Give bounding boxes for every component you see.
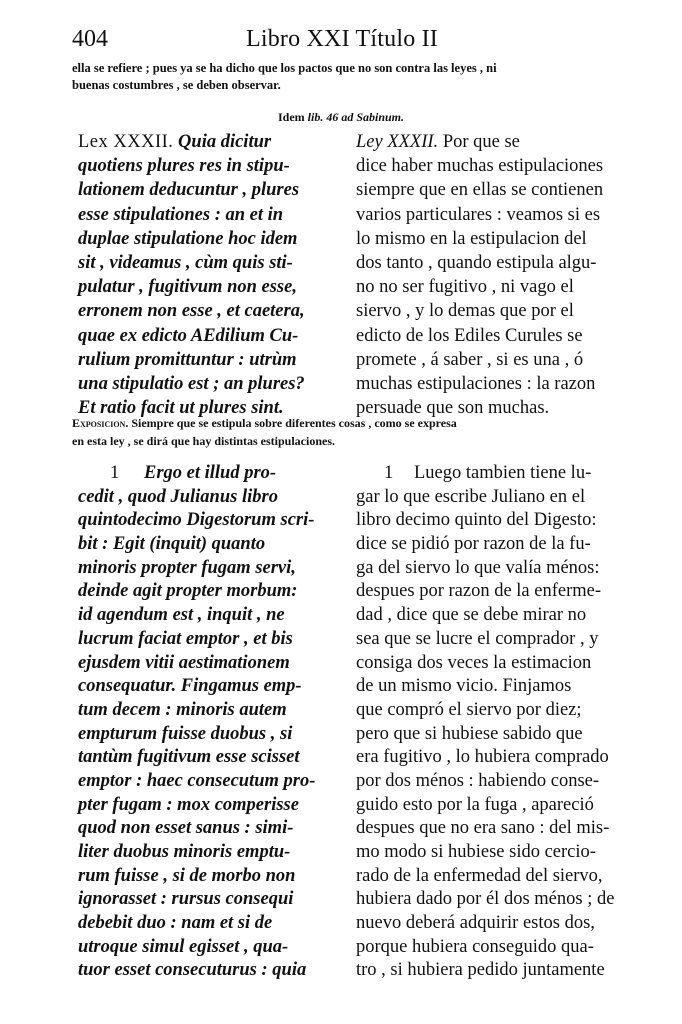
lex-line: quae ex edicto AEdilium Cu-: [78, 325, 299, 346]
carryover-line: buenas costumbres , se deben observar.: [72, 78, 281, 92]
lex-line: duplae stipulatione hoc idem: [78, 228, 298, 249]
ley-line: siervo , y lo demas que por el: [356, 301, 574, 322]
paragraph-line: tro , si hubiera pedido juntamente: [356, 960, 605, 981]
paragraph-line: consiga dos veces la estimacion: [356, 652, 592, 673]
ley-line: lo mismo en la estipulacion del: [356, 228, 587, 249]
lex-line: esse stipulationes : an et in: [78, 204, 284, 225]
paragraph-line: id agendum est , inquit , ne: [78, 605, 285, 626]
page-header: [72, 26, 612, 56]
lex-line: pulatur , fugitivum non esse,: [78, 277, 297, 298]
paragraph-spanish-column: [356, 462, 618, 983]
lex-line: una stipulatio est ; an plures?: [78, 373, 305, 394]
paragraph-line: dad , dice que se debe mirar no: [356, 605, 587, 626]
exposicion-line: en esta ley , se dirá que hay distintas estipulaciones.: [72, 434, 336, 448]
paragraph-line: Luego tambien tiene lu-: [414, 463, 592, 483]
paragraph-line: liter duobus minoris emptu-: [78, 842, 291, 862]
paragraph-line: mo modo si hubiese sido cercio-: [356, 842, 596, 862]
ley-line: Por que se: [438, 132, 520, 152]
paragraph-line: utroque simul egisset , qua-: [78, 936, 289, 957]
paragraph-line: minoris propter fugam servi,: [78, 557, 296, 578]
lex-line: sit , videamus , cùm quis sti-: [78, 252, 293, 273]
paragraph-line: empturum fuisse duobus , si: [78, 723, 293, 744]
paragraph-line: lucrum faciat emptor , et bis: [78, 628, 293, 649]
ley-line: muchas estipulaciones : la razon: [356, 373, 596, 394]
paragraph-line: pero que si hubiese sabido que: [356, 723, 583, 744]
exposicion-note: [72, 414, 624, 450]
paragraph-line: que compró el siervo por diez;: [356, 699, 582, 720]
paragraph-line: nuevo deberá adquirir estos dos,: [356, 913, 595, 934]
source-citation: [0, 110, 682, 125]
paragraph-line: por dos ménos : habiendo conse-: [356, 770, 600, 791]
exposicion-label: Exposicion.: [72, 416, 129, 430]
lex-heading: Lex XXXII.: [78, 132, 174, 152]
lex-line: lationem deducuntur , plures: [78, 180, 300, 201]
page-number: 404: [72, 26, 108, 52]
paragraph-line: de un mismo vicio. Finjamos: [356, 676, 572, 697]
paragraph-line: sea que se lucre el comprador , y: [356, 628, 599, 649]
ley-line: dos tanto , quando estipula algu-: [356, 252, 597, 273]
lex-line: quotiens plures res in stipu-: [78, 156, 290, 177]
paragraph-line: quod non esset sanus : simi-: [78, 818, 294, 839]
source-prefix: Idem: [277, 110, 308, 124]
lex-line: Quia dicitur: [173, 132, 272, 152]
paragraph-line: ignorasset : rursus consequi: [78, 889, 294, 910]
ley-line: promete , á saber , si es una , ó: [356, 349, 584, 370]
ley-heading: Ley XXXII.: [356, 132, 439, 152]
paragraph-line: tantùm fugitivum esse scisset: [78, 747, 300, 768]
paragraph-line: era fugitivo , lo hubiera comprado: [356, 747, 609, 768]
ley-line: no no ser fugitivo , ni vago el: [356, 277, 574, 298]
lex-line: rulium promittuntur : utrùm: [78, 349, 297, 370]
paragraph-line: hubiera dado por él dos ménos ; de: [356, 889, 615, 910]
paragraph-line: quintodecimo Digestorum scri-: [78, 510, 315, 531]
paragraph-line: dice se pidió por razon de la fu-: [356, 534, 591, 555]
ley-line: siempre que en ellas se contienen: [356, 180, 604, 201]
paragraph-line: rado de la enfermedad del siervo,: [356, 865, 603, 886]
ley-line: varios particulares : veamos si es: [356, 204, 601, 225]
exposicion-line: Siempre que se estipula sobre diferentes cosas , como se expresa: [128, 416, 457, 430]
paragraph-latin-column: [78, 462, 340, 983]
ley-line: edicto de los Ediles Curules se: [356, 325, 583, 346]
paragraph-line: libro decimo quinto del Digesto:: [356, 510, 597, 531]
carryover-paragraph: [72, 60, 618, 94]
paragraph-line: tuor esset consecuturus : quia: [78, 960, 307, 981]
lex-line: erronem non esse , et caetera,: [78, 301, 305, 322]
paragraph-line: ga del siervo lo que valía ménos:: [356, 557, 600, 578]
lex-latin-column: [78, 130, 340, 420]
paragraph-line: tum decem : minoris autem: [78, 699, 287, 720]
paragraph-line: ejusdem vitii aestimationem: [78, 652, 290, 673]
running-title: Libro XXI Título II: [246, 26, 438, 52]
ley-spanish-column: [356, 130, 618, 420]
paragraph-line: Ergo et illud pro-: [144, 463, 277, 483]
paragraph-line: emptor : haec consecutum pro-: [78, 770, 316, 791]
paragraph-line: despues que no era sano : del mis-: [356, 818, 610, 839]
carryover-line: ella se refiere ; pues ya se ha dicho que los pactos que no son contra las leyes , ni: [72, 61, 497, 75]
paragraph-line: gar lo que escribe Juliano en el: [356, 486, 586, 507]
paragraph-line: guido esto por la fuga , apareció: [356, 794, 594, 815]
paragraph-line: rum fuisse , si de morbo non: [78, 865, 296, 886]
lex-line: Et ratio facit ut plures sint.: [78, 398, 284, 419]
paragraph-line: cedit , quod Julianus libro: [78, 486, 278, 507]
paragraph-line: consequatur. Fingamus emp-: [78, 676, 302, 697]
paragraph-line: despues por razon de la enferme-: [356, 581, 602, 602]
source-reference: lib. 46 ad Sabinum.: [307, 110, 405, 124]
paragraph-line: porque hubiera conseguido qua-: [356, 936, 594, 957]
ley-line: persuade que son muchas.: [356, 398, 550, 419]
paragraph-line: pter fugam : mox comperisse: [78, 794, 299, 815]
paragraph-line: deinde agit propter morbum:: [78, 581, 298, 602]
paragraph-number: 1: [384, 463, 394, 483]
paragraph-line: debebit duo : nam et si de: [78, 913, 273, 934]
paragraph-line: bit : Egit (inquit) quanto: [78, 534, 266, 555]
paragraph-number: 1: [110, 463, 120, 483]
ley-line: dice haber muchas estipulaciones: [356, 156, 604, 177]
